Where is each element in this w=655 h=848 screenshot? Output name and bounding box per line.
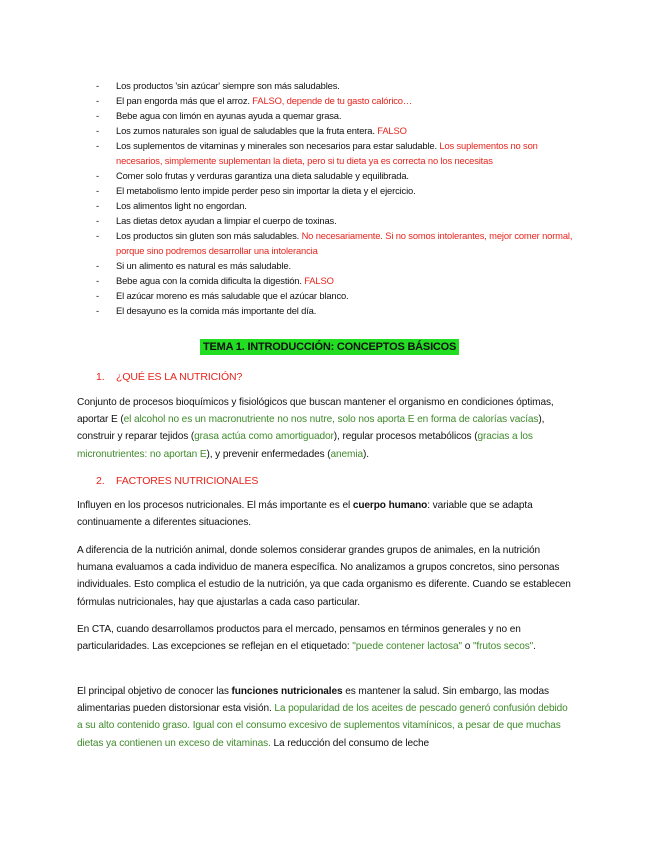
annotation: grasa actúa como amortiguador xyxy=(194,431,334,443)
bullet-marker: - xyxy=(96,80,99,91)
item-text: Los suplementos de vitaminas y minerales son necesarios para estar saludable. xyxy=(116,140,440,151)
paragraph: A diferencia de la nutrición animal, donde solemos considerar grandes grupos de animales, en la nutrición humana evaluamos a cada individuo de manera específica. No analizamos a grupos concretos, sino personas individuales. Esto complica el estudio de la nutrición, ya que cada organismo es diferente. Cuando se establecen fórmulas nutricionales, hay que ajustarlas a cada caso particular. xyxy=(77,545,571,608)
text-run: ), regular procesos metabólicos ( xyxy=(333,431,478,443)
paragraph xyxy=(77,394,575,463)
text-run: En CTA, cuando desarrollamos productos para el mercado, pensamos en términos generales y no en particularidades. Las excepciones se reflejan en el etiquetado: xyxy=(77,624,521,653)
text-run: La reducción del consumo de leche xyxy=(270,737,429,749)
item-text: El desayuno es la comida más importante del día. xyxy=(116,305,317,316)
paragraph xyxy=(77,497,575,531)
bullet-marker: - xyxy=(96,200,99,211)
section-title: FACTORES NUTRICIONALES xyxy=(116,475,259,487)
list-item xyxy=(96,108,586,123)
text-run: : variable que se adapta continuamente a diferentes situaciones. xyxy=(77,500,533,529)
annotation: La popularidad de los aceites de pescado generó confusión debido a su alto contenido graso. Igual con el consumo excesivo de suplementos vitamínicos, a pesar de que muchas dietas ya contienen un exceso de vitaminas. xyxy=(77,703,568,749)
section-number: 1. xyxy=(96,371,105,383)
text-run: es mantener la salud. Sin embargo, las modas alimentarias pueden distorsionar esta visión. xyxy=(77,686,549,715)
item-note: FALSO xyxy=(304,275,334,286)
list-item xyxy=(96,183,586,198)
text-run: ), y prevenir enfermedades ( xyxy=(206,448,331,460)
item-text: Bebe agua con la comida dificulta la digestión. xyxy=(116,275,305,286)
topic-title: TEMA 1. INTRODUCCIÓN: CONCEPTOS BÁSICOS xyxy=(200,339,459,355)
bullet-marker: - xyxy=(96,185,99,196)
list-item xyxy=(96,213,586,228)
text-run: ), construir y reparar tejidos ( xyxy=(77,414,545,443)
item-note: Los suplementos no son necesarios, simplemente suplementan la dieta, pero si tu dieta ya es correcta no los necesitas xyxy=(116,140,538,166)
emphasis: cuerpo humano xyxy=(352,500,428,511)
list-item xyxy=(96,288,586,303)
paragraph xyxy=(77,621,575,655)
bullet-marker: - xyxy=(96,170,99,181)
bullet-marker: - xyxy=(96,215,99,226)
item-note: FALSO xyxy=(377,125,407,136)
text-run: ). xyxy=(363,448,369,460)
section-title: ¿QUÉ ES LA NUTRICIÓN? xyxy=(116,371,243,383)
bullet-marker: - xyxy=(96,110,99,121)
list-item xyxy=(96,228,586,258)
item-note: FALSO, depende de tu gasto calórico… xyxy=(252,95,413,106)
list-item xyxy=(96,78,586,93)
bullet-marker: - xyxy=(96,230,99,241)
bullet-marker: - xyxy=(96,260,99,271)
list-item xyxy=(96,273,586,288)
annotation: gracias a los micronutrientes: no aportan E xyxy=(77,431,533,460)
annotation: anemia xyxy=(330,448,364,460)
section-number: 2. xyxy=(96,475,105,487)
myths-list xyxy=(96,78,586,318)
item-text: El azúcar moreno es más saludable que el azúcar blanco. xyxy=(116,290,349,301)
emphasis: funciones nutricionales xyxy=(231,686,343,697)
list-item xyxy=(96,303,586,318)
paragraph xyxy=(77,683,575,752)
item-note: No necesariamente. Si no somos intolerantes, mejor comer normal, porque sino podremos desarrollar una intolerancia xyxy=(116,230,573,256)
item-text: Si un alimento es natural es más saludable. xyxy=(116,260,291,271)
bullet-marker: - xyxy=(96,125,99,136)
section-heading-1 xyxy=(96,371,242,383)
list-item xyxy=(96,168,586,183)
annotation: "frutos secos" xyxy=(472,641,534,653)
bullet-marker: - xyxy=(96,95,99,106)
list-item xyxy=(96,138,586,168)
list-item xyxy=(96,198,586,213)
bullet-marker: - xyxy=(96,290,99,301)
item-text: Los alimentos light no engordan. xyxy=(116,200,247,211)
bullet-marker: - xyxy=(96,305,99,316)
text-run: Influyen en los procesos nutricionales. El más importante es el xyxy=(77,500,353,511)
list-item xyxy=(96,123,586,138)
section-heading-2 xyxy=(96,475,258,487)
bullet-marker: - xyxy=(96,140,99,151)
list-item xyxy=(96,258,586,273)
text-run: El principal objetivo de conocer las xyxy=(77,686,232,697)
list-item xyxy=(96,93,586,108)
text-run: o xyxy=(462,641,473,653)
item-text: Los productos 'sin azúcar' siempre son más saludables. xyxy=(116,80,340,91)
text-run: . xyxy=(533,641,536,653)
item-text: El pan engorda más que el arroz. xyxy=(116,95,253,106)
item-text: Las dietas detox ayudan a limpiar el cuerpo de toxinas. xyxy=(116,215,337,226)
item-text: Bebe agua con limón en ayunas ayuda a quemar grasa. xyxy=(116,110,342,121)
annotation: "puede contener lactosa" xyxy=(352,641,463,653)
item-text: El metabolismo lento impide perder peso sin importar la dieta y el ejercicio. xyxy=(116,185,416,196)
bullet-marker: - xyxy=(96,275,99,286)
annotation: el alcohol no es un macronutriente no nos nutre, solo nos aporta E en forma de calorías vacías xyxy=(123,414,539,426)
item-text: Los productos sin gluten son más saludables. xyxy=(116,230,302,241)
text-run: Conjunto de procesos bioquímicos y fisiológicos que buscan mantener el organismo en condiciones óptimas, aportar E ( xyxy=(77,397,554,426)
item-text: Los zumos naturales son igual de saludables que la fruta entera. xyxy=(116,125,378,136)
item-text: Comer solo frutas y verduras garantiza una dieta saludable y equilibrada. xyxy=(116,170,409,181)
